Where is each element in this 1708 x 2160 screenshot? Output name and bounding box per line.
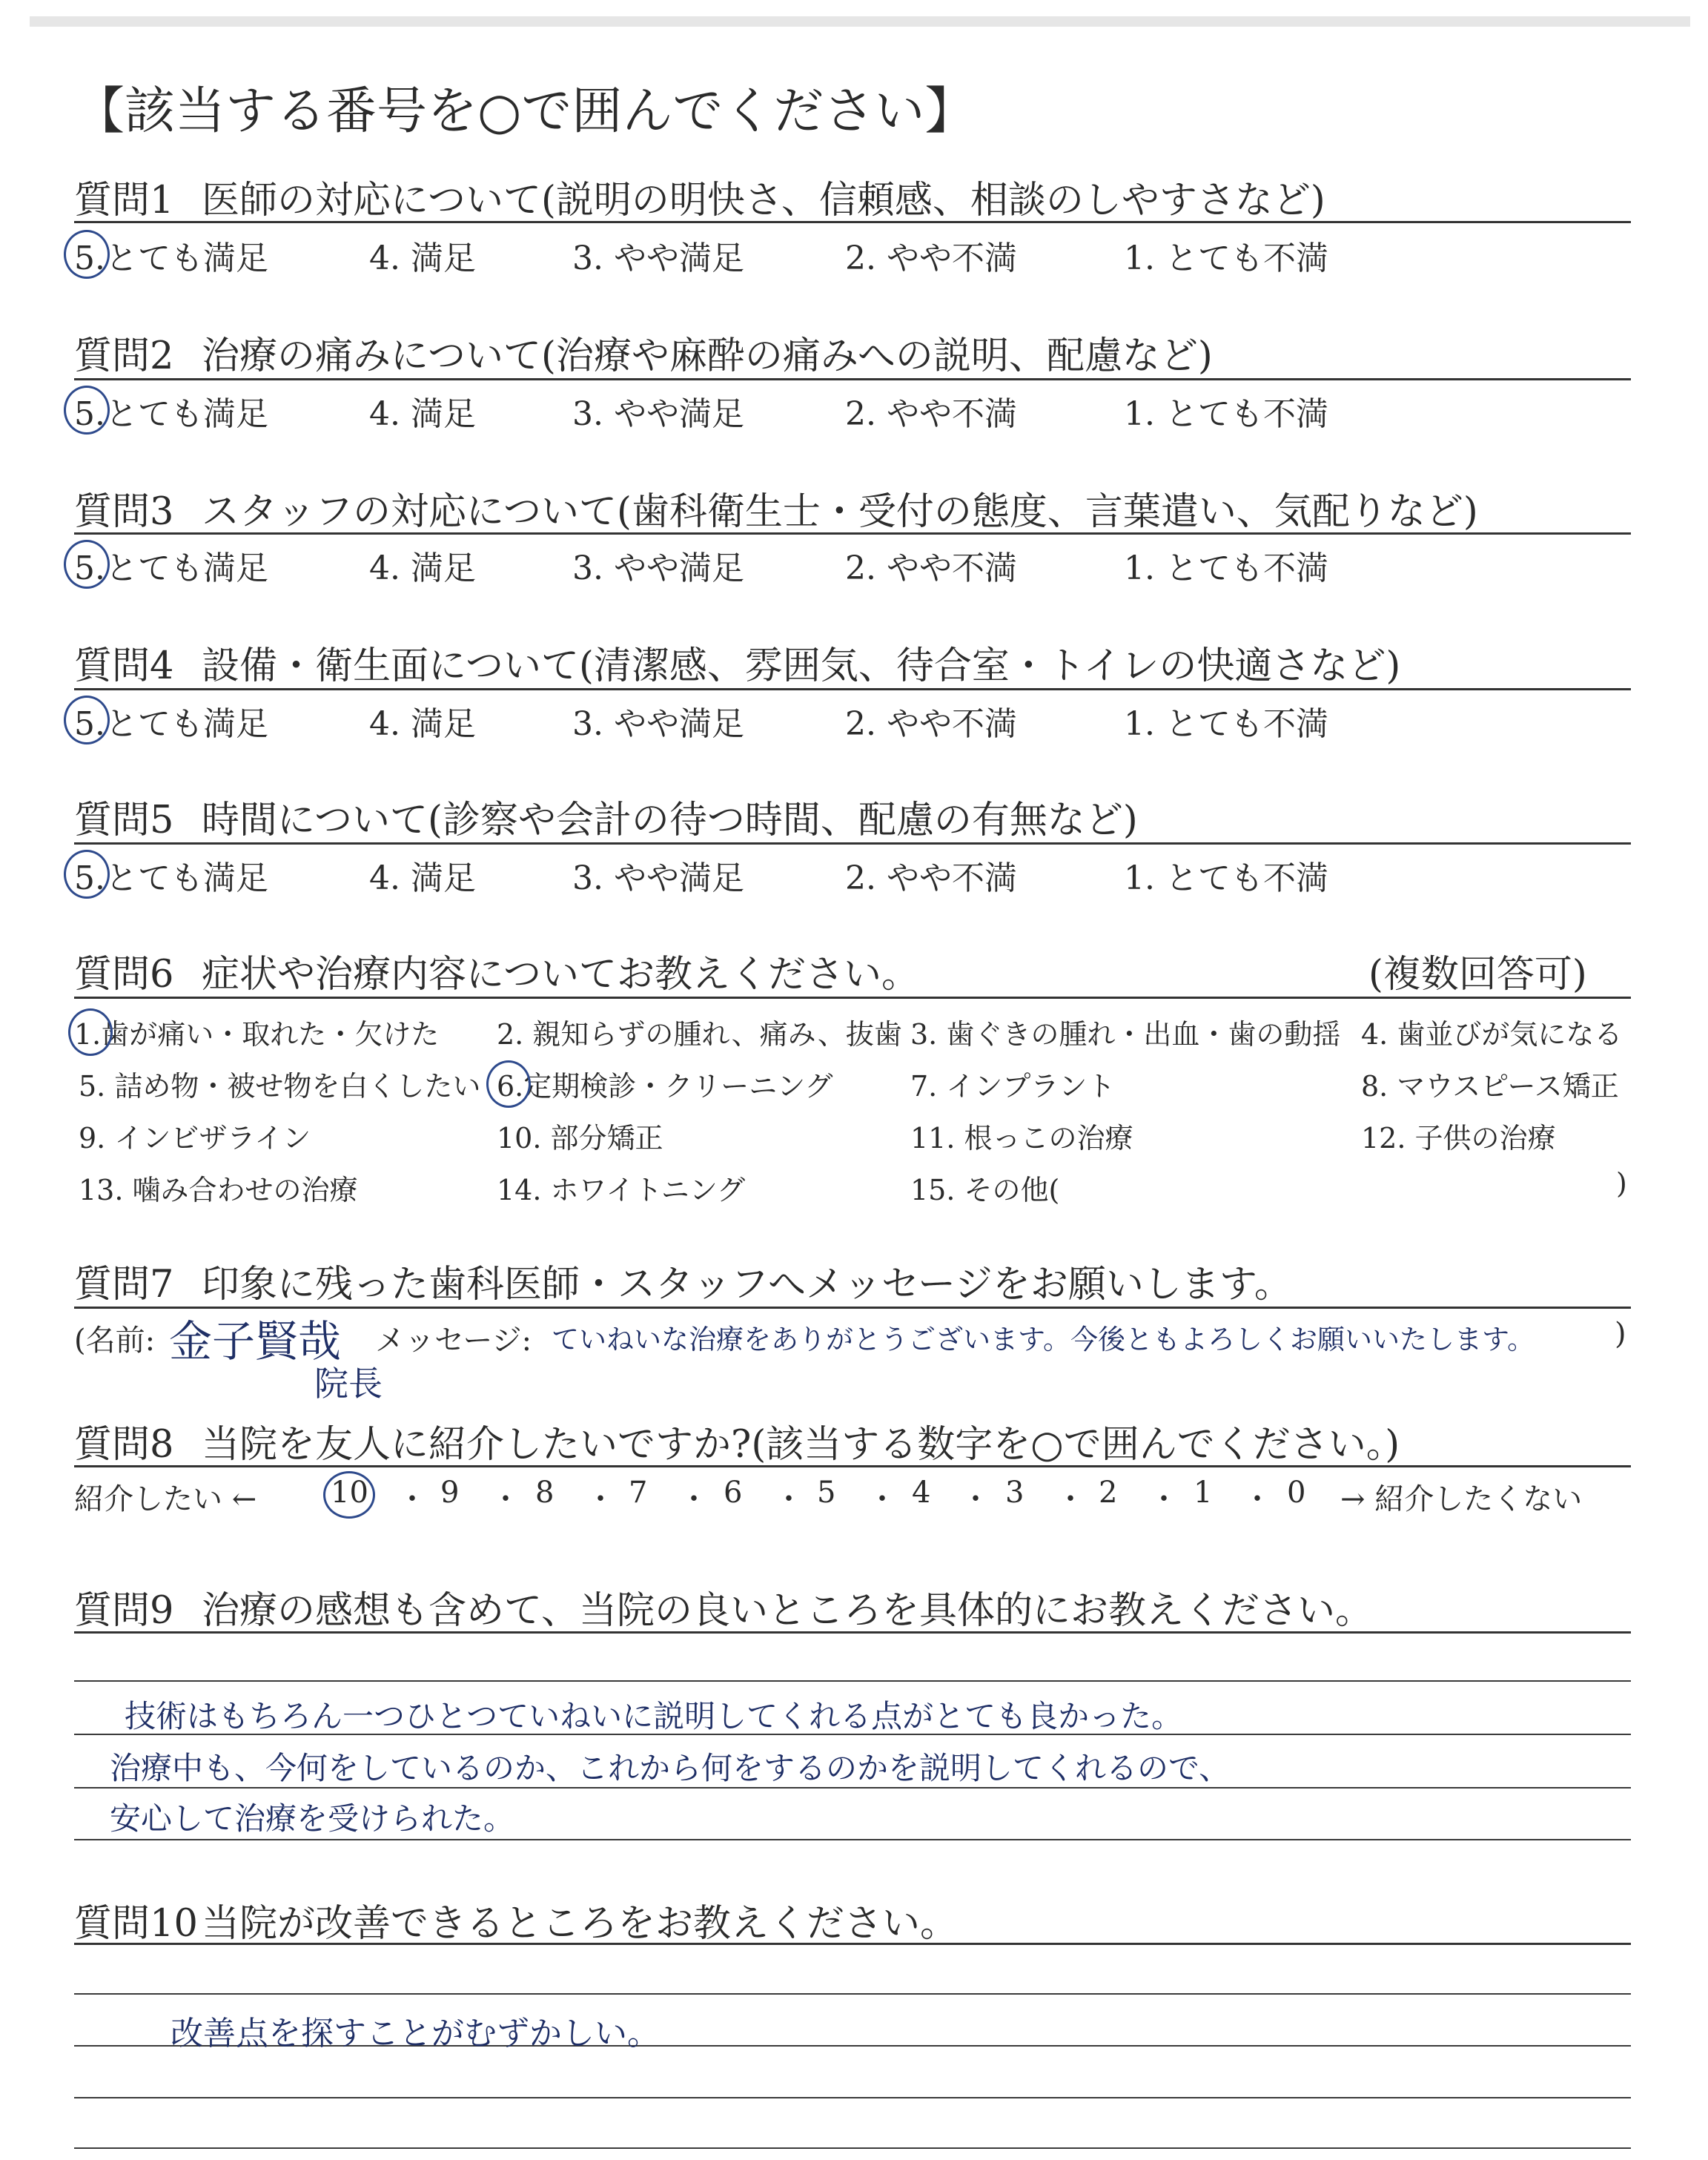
question-text: 症状や治療内容についてお教えください。 (202, 953, 919, 997)
symptom-option-12[interactable]: 12. 子供の治療 (1361, 1122, 1556, 1155)
scale-dot: ・ (961, 1482, 990, 1516)
question-text: 設備・衛生面について(清潔感、雰囲気、待合室・トイレの快適さなど) (202, 644, 1401, 688)
symptom-option-3[interactable]: 3. 歯ぐきの腫れ・出血・歯の動揺 (910, 1018, 1341, 1051)
symptom-option-13[interactable]: 13. 噛み合わせの治療 (79, 1174, 358, 1206)
symptom-option-4[interactable]: 4. 歯並びが気になる (1361, 1018, 1623, 1051)
symptom-option-6[interactable]: 6.定期検診・クリーニング (497, 1070, 833, 1103)
message-close-paren: ) (1615, 1317, 1626, 1351)
answer-text-line[interactable]: 技術はもちろん一つひとつていねいに説明してくれる点がとても良かった。 (125, 1698, 1183, 1734)
scale-7[interactable]: 7 (629, 1476, 648, 1510)
scale-1[interactable]: 1 (1194, 1476, 1213, 1510)
question-rule (74, 688, 1631, 690)
option-2[interactable]: 2. やや不満 (845, 705, 1017, 743)
scale-10[interactable]: 10 (331, 1476, 368, 1510)
scale-dot: ・ (679, 1482, 709, 1516)
question-rule (74, 1465, 1631, 1467)
answer-line (74, 2097, 1631, 2098)
question-number: 質問2 (74, 334, 174, 378)
question-number: 質問3 (74, 490, 174, 534)
question-text: 時間について(診察や会計の待つ時間、配慮の有無など) (202, 799, 1138, 842)
scale-0[interactable]: 0 (1287, 1476, 1306, 1510)
question-number: 質問7 (74, 1263, 174, 1307)
question-9 (74, 1579, 1373, 1634)
option-2[interactable]: 2. やや不満 (845, 240, 1017, 277)
option-5[interactable]: 5.とても満足 (74, 705, 268, 743)
option-5[interactable]: 5.とても満足 (74, 395, 268, 433)
symptom-option-15[interactable]: 15. その他( (910, 1174, 1060, 1206)
answer-text-line[interactable]: 治療中も、今何をしているのか、これから何をするのかを説明してくれるので、 (110, 1750, 1231, 1786)
question-rule (74, 997, 1631, 999)
option-1[interactable]: 1. とても不満 (1124, 705, 1328, 743)
option-3[interactable]: 3. やや満足 (572, 240, 744, 277)
question-rule (74, 378, 1631, 380)
question-rule (74, 1943, 1631, 1945)
selection-circle (64, 696, 110, 744)
selection-circle (64, 386, 110, 435)
scan-edge (30, 16, 1690, 27)
selection-circle (323, 1471, 375, 1519)
staff-name[interactable]: 金子賢哉 (169, 1316, 342, 1367)
question-2 (74, 325, 1213, 380)
selection-circle (68, 1008, 113, 1056)
symptom-option-1[interactable]: 1.歯が痛い・取れた・欠けた (74, 1018, 440, 1051)
option-4[interactable]: 4. 満足 (369, 859, 476, 897)
answer-line (74, 1680, 1631, 1682)
recommend-left-label: 紹介したい ← (74, 1482, 257, 1516)
scale-4[interactable]: 4 (912, 1476, 931, 1510)
question-10 (74, 1892, 958, 1947)
scale-9[interactable]: 9 (440, 1476, 460, 1510)
question-text: スタッフの対応について(歯科衛生士・受付の態度、言葉遣い、気配りなど) (202, 490, 1478, 534)
scale-dot: ・ (1056, 1482, 1085, 1516)
scale-dot: ・ (397, 1482, 427, 1516)
question-number: 質問8 (74, 1423, 174, 1467)
question-rule (74, 532, 1631, 535)
question-number: 質問10 (74, 1902, 198, 1946)
scale-6[interactable]: 6 (724, 1476, 743, 1510)
other-close-paren: ) (1616, 1167, 1627, 1200)
question-5 (74, 789, 1138, 844)
question-number: 質問6 (74, 953, 174, 997)
selection-circle (64, 540, 110, 589)
option-2[interactable]: 2. やや不満 (845, 859, 1017, 897)
option-1[interactable]: 1. とても不満 (1124, 859, 1328, 897)
question-text: 当院を友人に紹介したいですか?(該当する数字を○で囲んでください。) (202, 1423, 1400, 1467)
option-3[interactable]: 3. やや満足 (572, 395, 744, 433)
symptom-option-14[interactable]: 14. ホワイトニング (497, 1174, 746, 1206)
option-5[interactable]: 5.とても満足 (74, 859, 268, 897)
message-text[interactable]: ていねいな治療をありがとうございます。今後ともよろしくお願いいたします。 (552, 1324, 1535, 1355)
answer-line (74, 2147, 1631, 2149)
option-5[interactable]: 5.とても満足 (74, 240, 268, 277)
symptom-option-2[interactable]: 2. 親知らずの腫れ、痛み、抜歯 (497, 1018, 902, 1051)
symptom-option-9[interactable]: 9. インビザライン (79, 1122, 311, 1155)
question-number: 質問5 (74, 799, 174, 842)
question-text: 印象に残った歯科医師・スタッフへメッセージをお願いします。 (202, 1263, 1292, 1307)
question-text: 治療の痛みについて(治療や麻酔の痛みへの説明、配慮など) (202, 334, 1213, 378)
question-7 (74, 1253, 1292, 1308)
symptom-option-10[interactable]: 10. 部分矯正 (497, 1122, 663, 1155)
option-4[interactable]: 4. 満足 (369, 705, 476, 743)
answer-text-line[interactable]: 改善点を探すことがむずかしい。 (171, 2015, 660, 2052)
option-3[interactable]: 3. やや満足 (572, 549, 744, 587)
scale-8[interactable]: 8 (535, 1476, 555, 1510)
option-4[interactable]: 4. 満足 (369, 549, 476, 587)
scale-dot: ・ (491, 1482, 520, 1516)
question-text: 当院が改善できるところをお教えください。 (202, 1902, 959, 1946)
option-4[interactable]: 4. 満足 (369, 240, 476, 277)
name-label: (名前: (74, 1324, 156, 1358)
question-6 (74, 943, 919, 998)
scale-2[interactable]: 2 (1099, 1476, 1118, 1510)
question-text: 医師の対応について(説明の明快さ、信頼感、相談のしやすさなど) (202, 179, 1325, 222)
option-4[interactable]: 4. 満足 (369, 395, 476, 433)
scale-dot: ・ (774, 1482, 804, 1516)
symptom-option-5[interactable]: 5. 詰め物・被せ物を白くしたい (79, 1070, 481, 1103)
scale-3[interactable]: 3 (1005, 1476, 1025, 1510)
staff-title[interactable]: 院長 (314, 1364, 383, 1404)
option-5[interactable]: 5.とても満足 (74, 549, 268, 587)
symptom-option-8[interactable]: 8. マウスピース矯正 (1361, 1070, 1619, 1103)
question-rule (74, 842, 1631, 845)
selection-circle (64, 850, 110, 899)
question-rule (74, 1631, 1631, 1634)
question-8 (74, 1413, 1400, 1468)
selection-circle (486, 1060, 531, 1108)
option-2[interactable]: 2. やや不満 (845, 549, 1017, 587)
scale-dot: ・ (1149, 1482, 1179, 1516)
question-number: 質問9 (74, 1589, 174, 1633)
question-number: 質問4 (74, 644, 174, 688)
scale-dot: ・ (1242, 1482, 1272, 1516)
question-number: 質問1 (74, 179, 174, 222)
option-3[interactable]: 3. やや満足 (572, 859, 744, 897)
question-1 (74, 169, 1325, 224)
selection-circle (64, 230, 110, 279)
question-4 (74, 635, 1400, 690)
symptom-option-11[interactable]: 11. 根っこの治療 (910, 1122, 1133, 1155)
recommend-right-label: → 紹介したくない (1340, 1482, 1583, 1516)
question-text: 治療の感想も含めて、当院の良いところを具体的にお教えください。 (202, 1589, 1373, 1633)
option-1[interactable]: 1. とても不満 (1124, 549, 1328, 587)
answer-line (74, 1839, 1631, 1840)
form-heading: 【該当する番号を○で囲んでください】 (74, 82, 976, 141)
question-rule (74, 221, 1631, 223)
symptom-option-7[interactable]: 7. インプラント (910, 1070, 1116, 1103)
option-1[interactable]: 1. とても不満 (1124, 395, 1328, 433)
question-3 (74, 480, 1478, 535)
option-3[interactable]: 3. やや満足 (572, 705, 744, 743)
message-label: メッセージ: (375, 1324, 532, 1358)
scale-dot: ・ (586, 1482, 615, 1516)
multiple-answers-note: (複数回答可) (1368, 953, 1587, 997)
option-1[interactable]: 1. とても不満 (1124, 240, 1328, 277)
option-2[interactable]: 2. やや不満 (845, 395, 1017, 433)
answer-text-line[interactable]: 安心して治療を受けられた。 (110, 1800, 515, 1837)
scale-5[interactable]: 5 (817, 1476, 836, 1510)
scale-dot: ・ (867, 1482, 897, 1516)
answer-line (74, 1993, 1631, 1995)
